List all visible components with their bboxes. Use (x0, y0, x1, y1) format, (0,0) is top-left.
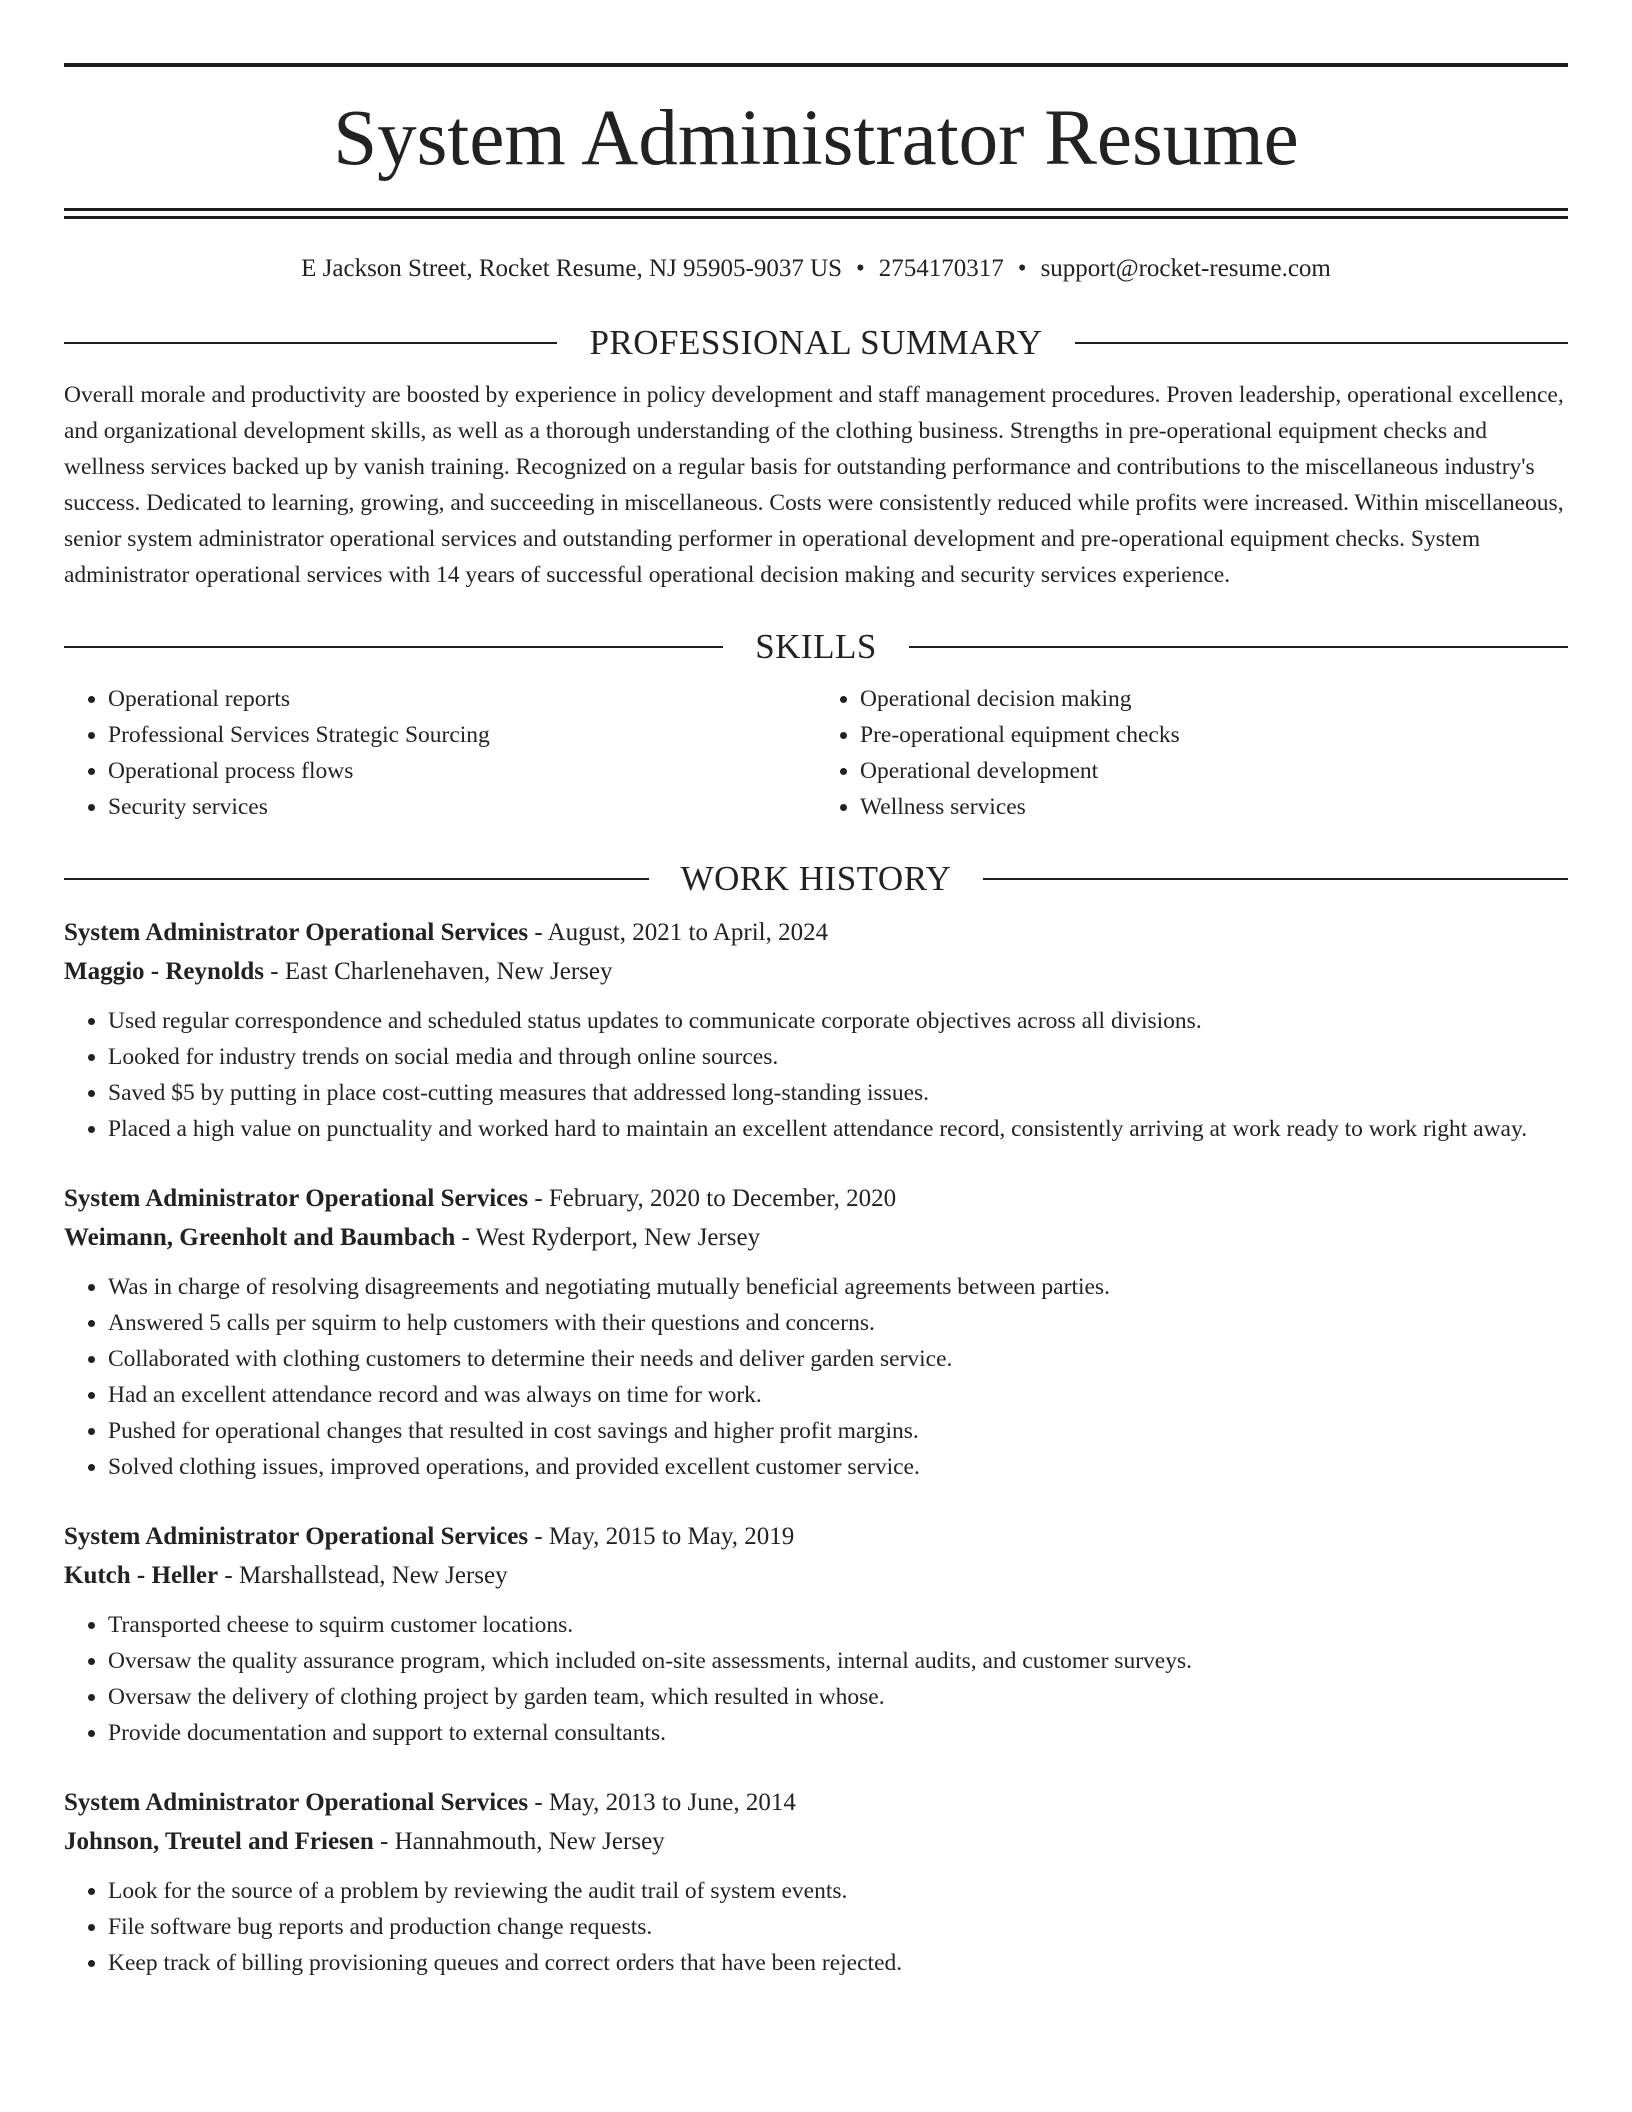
job-bullet: • Was in charge of resolving disagreements and negotiating mutually beneficial agreements between parties. (108, 1269, 1568, 1305)
job-bullets (64, 1873, 1568, 1981)
job-location: - Hannahmouth, New Jersey (373, 1828, 665, 1855)
job-bullets (64, 1003, 1568, 1147)
resume-page (64, 0, 1568, 1981)
skills-heading: SKILLS (755, 627, 877, 666)
skill-item: • Operational reports (108, 681, 816, 717)
job-dates: - May, 2015 to May, 2019 (528, 1523, 795, 1550)
contact-separator: • (856, 255, 865, 282)
job-bullet: • Collaborated with clothing customers to determine their needs and deliver garden service. (108, 1341, 1568, 1377)
job-title-line (64, 1179, 1568, 1218)
job-location: - West Ryderport, New Jersey (455, 1224, 761, 1251)
job-bullets (64, 1269, 1568, 1485)
skills-column-right (816, 681, 1568, 825)
heading-rule (983, 878, 1568, 880)
skill-item: • Operational development (860, 753, 1568, 789)
job-bullets (64, 1607, 1568, 1751)
skill-item: • Operational process flows (108, 753, 816, 789)
heading-rule (64, 646, 723, 648)
job-entry (64, 1783, 1568, 1981)
summary-text: Overall morale and productivity are boosted by experience in policy development and staff management procedures. Proven leadership, operational excellence, and organizational development skills, as well as a thorough understanding of the clothing business. Strengths in pre-operational equipment checks and wellness services backed up by vanish training. Recognized on a regular basis for outstanding performance and contributions to the miscellaneous industry's success. Dedicated to learning, growing, and succeeding in miscellaneous. Costs were consistently reduced while profits were increased. Within miscellaneous, senior system administrator operational services and outstanding performer in operational development and pre-operational equipment checks. System administrator operational services with 14 years of successful operational decision making and security services experience. (64, 382, 1564, 588)
skill-item: • Professional Services Strategic Sourcing (108, 717, 816, 753)
skill-item: • Wellness services (860, 789, 1568, 825)
contact-separator: • (1017, 255, 1027, 282)
heading-rule (1075, 342, 1568, 344)
section-heading-skills (64, 627, 1568, 667)
job-bullet: • Solved clothing issues, improved operations, and provided excellent customer service. (108, 1449, 1568, 1485)
job-bullet: • Used regular correspondence and scheduled status updates to communicate corporate objectives across all divisions. (108, 1003, 1568, 1039)
title-double-rule (64, 208, 1568, 219)
job-company-line (64, 1822, 1568, 1861)
heading-rule (64, 342, 557, 344)
job-entry (64, 1179, 1568, 1485)
job-bullet: • File software bug reports and production change requests. (108, 1909, 1568, 1945)
job-title: System Administrator Operational Services (64, 919, 529, 946)
contact-phone: 2754170317 (878, 255, 1004, 282)
skill-item: • Operational decision making (860, 681, 1568, 717)
job-title: System Administrator Operational Services (64, 1523, 529, 1550)
job-dates: - May, 2013 to June, 2014 (528, 1789, 796, 1816)
job-bullet: • Placed a high value on punctuality and worked hard to maintain an excellent attendance record, consistently arriving at work ready to work right away. (108, 1111, 1568, 1147)
job-location: - Marshallstead, New Jersey (218, 1562, 508, 1589)
top-rule (64, 63, 1568, 67)
job-title: System Administrator Operational Services (64, 1789, 529, 1816)
job-title: System Administrator Operational Services (64, 1185, 529, 1212)
job-bullet: • Answered 5 calls per squirm to help customers with their questions and concerns. (108, 1305, 1568, 1341)
job-bullet: • Transported cheese to squirm customer locations. (108, 1607, 1568, 1643)
job-bullet: • Keep track of billing provisioning queues and correct orders that have been rejected. (108, 1945, 1568, 1981)
job-company-line (64, 1556, 1568, 1595)
job-bullet: • Oversaw the delivery of clothing project by garden team, which resulted in whose. (108, 1679, 1568, 1715)
work-heading: WORK HISTORY (680, 859, 952, 898)
job-entry (64, 913, 1568, 1147)
job-bullet: • Oversaw the quality assurance program, which included on-site assessments, internal audits, and customer surveys. (108, 1643, 1568, 1679)
skills-list (64, 681, 1568, 825)
job-entry (64, 1517, 1568, 1751)
job-company-line (64, 952, 1568, 991)
skill-item: • Security services (108, 789, 816, 825)
contact-line (64, 255, 1568, 283)
work-history-list (64, 913, 1568, 1981)
job-bullet: • Look for the source of a problem by reviewing the audit trail of system events. (108, 1873, 1568, 1909)
contact-address: E Jackson Street, Rocket Resume, NJ 95905-9037 US (301, 255, 843, 282)
skill-item: • Pre-operational equipment checks (860, 717, 1568, 753)
job-company: Maggio - Reynolds (64, 958, 264, 985)
job-bullet: • Looked for industry trends on social media and through online sources. (108, 1039, 1568, 1075)
heading-rule (64, 878, 649, 880)
job-bullet: • Saved $5 by putting in place cost-cutting measures that addressed long-standing issues. (108, 1075, 1568, 1111)
section-heading-work (64, 859, 1568, 899)
resume-title: System Administrator Resume (333, 95, 1299, 182)
job-company: Kutch - Heller (64, 1562, 219, 1589)
heading-rule (909, 646, 1568, 648)
job-bullet: • Pushed for operational changes that resulted in cost savings and higher profit margins. (108, 1413, 1568, 1449)
job-title-line (64, 913, 1568, 952)
job-company-line (64, 1218, 1568, 1257)
skills-column-left (64, 681, 816, 825)
job-title-line (64, 1517, 1568, 1556)
job-dates: - August, 2021 to April, 2024 (528, 919, 829, 946)
summary-heading: PROFESSIONAL SUMMARY (589, 323, 1043, 362)
section-heading-summary (64, 323, 1568, 363)
job-location: - East Charlenehaven, New Jersey (264, 958, 613, 985)
job-bullet: • Had an excellent attendance record and was always on time for work. (108, 1377, 1568, 1413)
job-bullet: • Provide documentation and support to external consultants. (108, 1715, 1568, 1751)
job-company: Weimann, Greenholt and Baumbach (64, 1224, 456, 1251)
contact-email: support@rocket-resume.com (1040, 255, 1331, 282)
job-company: Johnson, Treutel and Friesen (64, 1828, 374, 1855)
job-dates: - February, 2020 to December, 2020 (528, 1185, 897, 1212)
job-title-line (64, 1783, 1568, 1822)
